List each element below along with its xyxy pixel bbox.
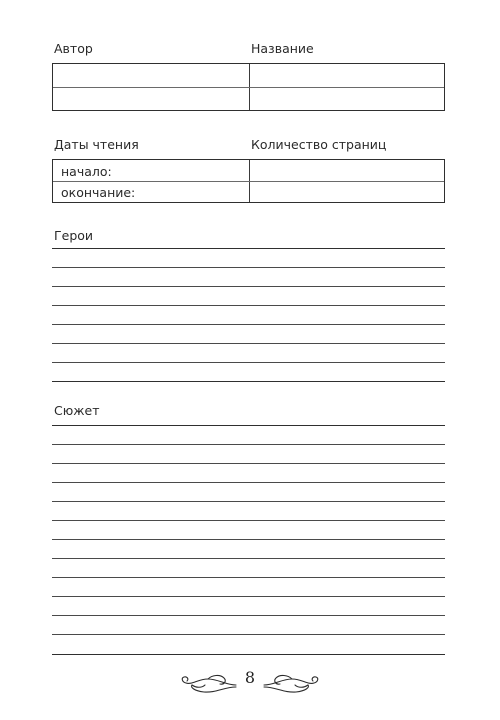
plot-label: Сюжет xyxy=(54,403,100,418)
reading-dates-table xyxy=(52,159,445,203)
ruled-line xyxy=(52,267,445,268)
ruled-line xyxy=(52,248,445,249)
ruled-line xyxy=(52,596,445,597)
characters-label: Герои xyxy=(54,228,94,243)
end-date-field[interactable] xyxy=(143,182,249,202)
ruled-line xyxy=(52,362,445,363)
author-label: Автор xyxy=(54,41,93,56)
ruled-line xyxy=(52,558,445,559)
title-label: Название xyxy=(251,41,314,56)
ruled-line xyxy=(52,286,445,287)
page-number: 8 xyxy=(244,668,256,687)
ruled-line xyxy=(52,343,445,344)
ruled-line xyxy=(52,615,445,616)
author-title-table xyxy=(52,63,445,111)
page-count-label: Количество страниц xyxy=(251,137,387,152)
reading-dates-label: Даты чтения xyxy=(54,137,139,152)
characters-lines[interactable] xyxy=(52,248,445,384)
ruled-line xyxy=(52,444,445,445)
page-count-field[interactable] xyxy=(250,160,444,202)
ruled-line xyxy=(52,324,445,325)
start-date-label: начало: xyxy=(61,164,112,179)
ruled-line xyxy=(52,520,445,521)
ruled-line xyxy=(52,482,445,483)
title-field-row-1[interactable] xyxy=(250,64,444,87)
author-field-row-2[interactable] xyxy=(53,88,249,110)
ruled-line xyxy=(52,463,445,464)
start-date-field[interactable] xyxy=(123,160,249,181)
ruled-line xyxy=(52,577,445,578)
end-date-label: окончание: xyxy=(61,185,136,200)
title-field-row-2[interactable] xyxy=(250,88,444,110)
ruled-line xyxy=(52,381,445,382)
author-field-row-1[interactable] xyxy=(53,64,249,87)
ruled-line xyxy=(52,501,445,502)
ruled-line xyxy=(52,654,445,655)
ruled-line xyxy=(52,425,445,426)
ruled-line xyxy=(52,305,445,306)
ruled-line xyxy=(52,539,445,540)
ruled-line xyxy=(52,634,445,635)
plot-lines[interactable] xyxy=(52,425,445,657)
